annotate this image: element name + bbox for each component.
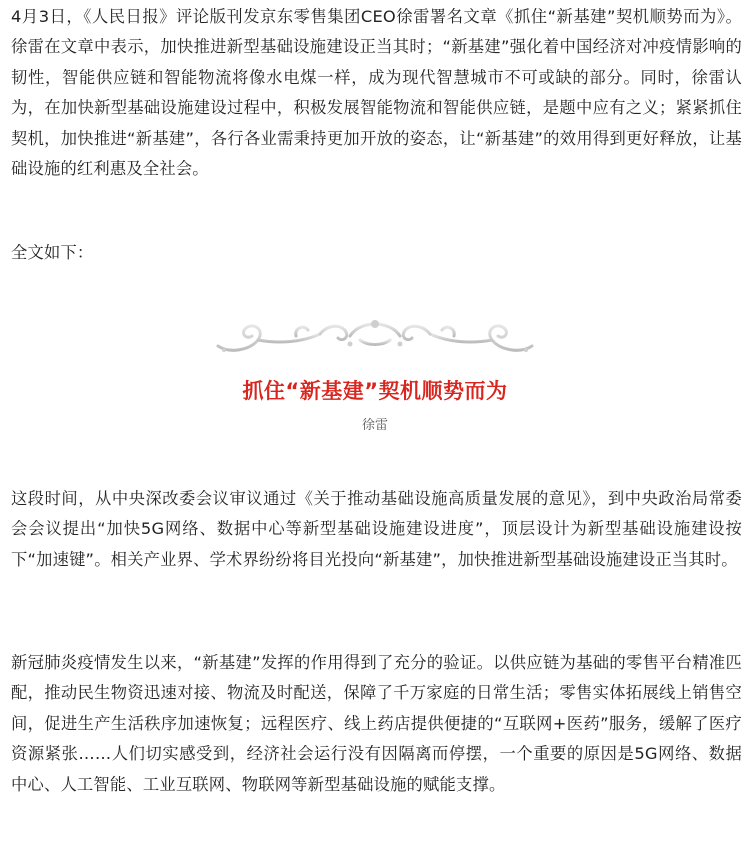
article-header [0, 300, 750, 440]
intro-paragraph: 4月3日，《人民日报》评论版刊发京东零售集团CEO徐雷署名文章《抓住“新基建”契机顺势而为》。徐雷在文章中表示，加快推进新型基础设施建设正当其时；“新基建”强化着中国经济对冲疫情影响的韧性，智能供应链和智能物流将像水电煤一样，成为现代智慧城市不可或缺的部分。同时，徐雷认为，在加快新型基础设施建设过程中，积极发展智能物流和智能供应链，是题中应有之义；紧紧抓住契机，加快推进“新基建”，各行各业需秉持更加开放的姿态，让“新基建”的效用得到更好释放，让基础设施的红利惠及全社会。 [11, 7, 742, 179]
full-text-lead-in: 全文如下： [11, 243, 94, 262]
article-paragraph-1: 这段时间，从中央深改委会议审议通过《关于推动基础设施高质量发展的意见》，到中央政治局常委会会议提出“加快5G网络、数据中心等新型基础设施建设进度”，顶层设计为新型基础设施建设按下“加速键”。相关产业界、学术界纷纷将目光投向“新基建”，加快推进新型基础设施建设正当其时。 [11, 489, 742, 569]
scroll-ornament-icon [210, 310, 540, 358]
article-author: 徐雷 [361, 418, 388, 433]
article-paragraph-2: 新冠肺炎疫情发生以来，“新基建”发挥的作用得到了充分的验证。以供应链为基础的零售平台精准匹配，推动民生物资迅速对接、物流及时配送，保障了千万家庭的日常生活；零售实体拓展线上销售空间，促进生产生活秩序加速恢复；远程医疗、线上药店提供便捷的“互联网+医药”服务，缓解了医疗资源紧张……人们切实感受到，经济社会运行没有因隔离而停摆，一个重要的原因是5G网络、数据中心、人工智能、工业互联网、物联网等新型基础设施的赋能支撑。 [11, 653, 742, 794]
article-title: 抓住“新基建”契机顺势而为 [242, 379, 508, 403]
